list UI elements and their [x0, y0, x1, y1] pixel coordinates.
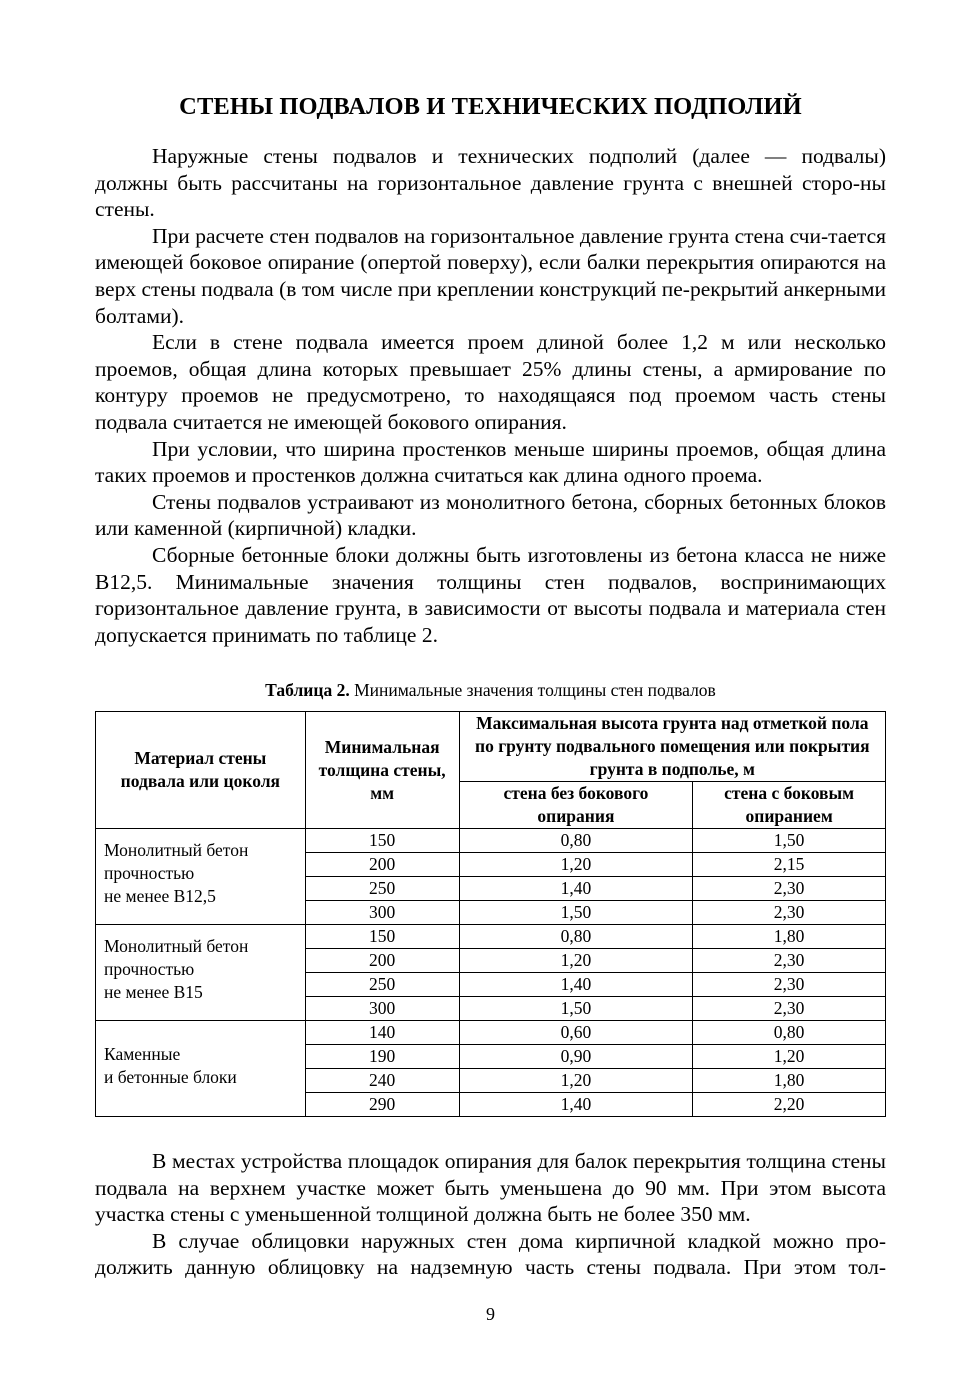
page-title: СТЕНЫ ПОДВАЛОВ И ТЕХНИЧЕСКИХ ПОДПОЛИЙ: [179, 93, 802, 120]
material-line: Монолитный бетон: [104, 936, 249, 956]
header-material: Материал стены подвала или цоколя: [96, 712, 306, 829]
without-support-cell: 1,20: [459, 853, 693, 877]
material-line: прочностью: [104, 959, 195, 979]
without-support-cell: 1,50: [459, 997, 693, 1021]
page-number: 9: [486, 1304, 495, 1324]
thickness-cell: 150: [305, 829, 459, 853]
header-max-height: Максимальная высота грунта над отметкой пола по грунту подвального помещения или покрытия грунта в подполье, м: [459, 712, 885, 782]
table-row: [96, 925, 886, 949]
with-support-cell: 2,30: [693, 877, 886, 901]
thickness-cell: 240: [305, 1069, 459, 1093]
thickness-cell: 150: [305, 925, 459, 949]
table-row: [96, 829, 886, 853]
body-text-bottom: [95, 1148, 886, 1281]
with-support-cell: 2,30: [693, 973, 886, 997]
material-line: и бетонные блоки: [104, 1066, 237, 1087]
paragraph: Наружные стены подвалов и технических подполий (далее — подвалы) должны быть рассчитаны на горизонтальное давление грунта с внешней сторо-ны стены.: [95, 144, 886, 222]
material-cell: [96, 1021, 306, 1117]
without-support-cell: 1,40: [459, 1093, 693, 1117]
with-support-cell: 2,30: [693, 949, 886, 973]
thickness-cell: 250: [305, 877, 459, 901]
with-support-cell: 1,50: [693, 829, 886, 853]
material-line: не менее В15: [104, 982, 203, 1002]
without-support-cell: 0,80: [459, 925, 693, 949]
material-line: прочностью: [104, 863, 195, 883]
thickness-cell: 290: [305, 1093, 459, 1117]
material-line: Монолитный бетон: [104, 840, 249, 860]
thickness-cell: 200: [305, 853, 459, 877]
table-caption-label: Таблица 2.: [265, 680, 350, 700]
without-support-cell: 1,40: [459, 877, 693, 901]
without-support-cell: 1,40: [459, 973, 693, 997]
without-support-cell: 1,20: [459, 1069, 693, 1093]
with-support-cell: 1,80: [693, 925, 886, 949]
thickness-cell: 190: [305, 1045, 459, 1069]
table-row: [96, 1021, 886, 1045]
header-with-support: стена с боковым опиранием: [693, 782, 886, 829]
paragraph: При расчете стен подвалов на горизонтальное давление грунта стена счи-тается имеющей боковое опирание (опертой поверху), если балки перекрытия опираются на верх стены подвала (в том числе при креплении конструкций пе-рекрытий анкерными болтами).: [95, 223, 886, 328]
without-support-cell: 0,60: [459, 1021, 693, 1045]
table-caption: [95, 679, 886, 701]
with-support-cell: 2,30: [693, 901, 886, 925]
paragraph: Стены подвалов устраивают из монолитного бетона, сборных бетонных блоков или каменной (кирпичной) кладки.: [95, 489, 886, 541]
paragraph: В случае облицовки наружных стен дома кирпичной кладкой можно про-должить данную облицовку на надземную часть стены подвала. При этом тол-: [95, 1228, 886, 1279]
thickness-cell: 300: [305, 901, 459, 925]
without-support-cell: 0,80: [459, 829, 693, 853]
without-support-cell: 1,20: [459, 949, 693, 973]
table-caption-text: Минимальные значения толщины стен подвалов: [349, 680, 716, 700]
material-line: Каменные: [104, 1043, 181, 1064]
table-body: [96, 829, 886, 1117]
with-support-cell: 2,20: [693, 1093, 886, 1117]
without-support-cell: 1,50: [459, 901, 693, 925]
header-thickness: Минимальная толщина стены, мм: [305, 712, 459, 829]
wall-thickness-table: [95, 711, 886, 1117]
with-support-cell: 2,30: [693, 997, 886, 1021]
material-cell: [96, 925, 306, 1021]
thickness-cell: 300: [305, 997, 459, 1021]
thickness-cell: 200: [305, 949, 459, 973]
with-support-cell: 2,15: [693, 853, 886, 877]
material-line: не менее В12,5: [104, 886, 216, 906]
with-support-cell: 1,20: [693, 1045, 886, 1069]
paragraph: Сборные бетонные блоки должны быть изготовлены из бетона класса не ниже В12,5. Минимальные значения толщины стен подвалов, воспринимающих горизонтальное давление грунта, в зависимости от высоты подвала и материала стен допускается принимать по таблице 2.: [95, 542, 886, 647]
header-without-support: стена без бокового опирания: [459, 782, 693, 829]
paragraph: При условии, что ширина простенков меньше ширины проемов, общая длина таких проемов и простенков должна считаться как длина одного проема.: [95, 436, 886, 488]
without-support-cell: 0,90: [459, 1045, 693, 1069]
paragraph: Если в стене подвала имеется проем длиной более 1,2 м или несколько проемов, общая длина которых превышает 25% длины стены, а армирование по контуру проемов не предусмотрено, то находящаяся под проемом часть стены подвала считается не имеющей бокового опирания.: [95, 330, 886, 434]
body-text-top: [95, 143, 886, 648]
thickness-cell: 140: [305, 1021, 459, 1045]
material-cell: [96, 829, 306, 925]
thickness-cell: 250: [305, 973, 459, 997]
with-support-cell: 1,80: [693, 1069, 886, 1093]
paragraph: В местах устройства площадок опирания для балок перекрытия толщина стены подвала на верхнем участке может быть уменьшена до 90 мм. При этом высота участка стены с уменьшенной толщиной должна быть не более 350 мм.: [95, 1149, 886, 1226]
with-support-cell: 0,80: [693, 1021, 886, 1045]
